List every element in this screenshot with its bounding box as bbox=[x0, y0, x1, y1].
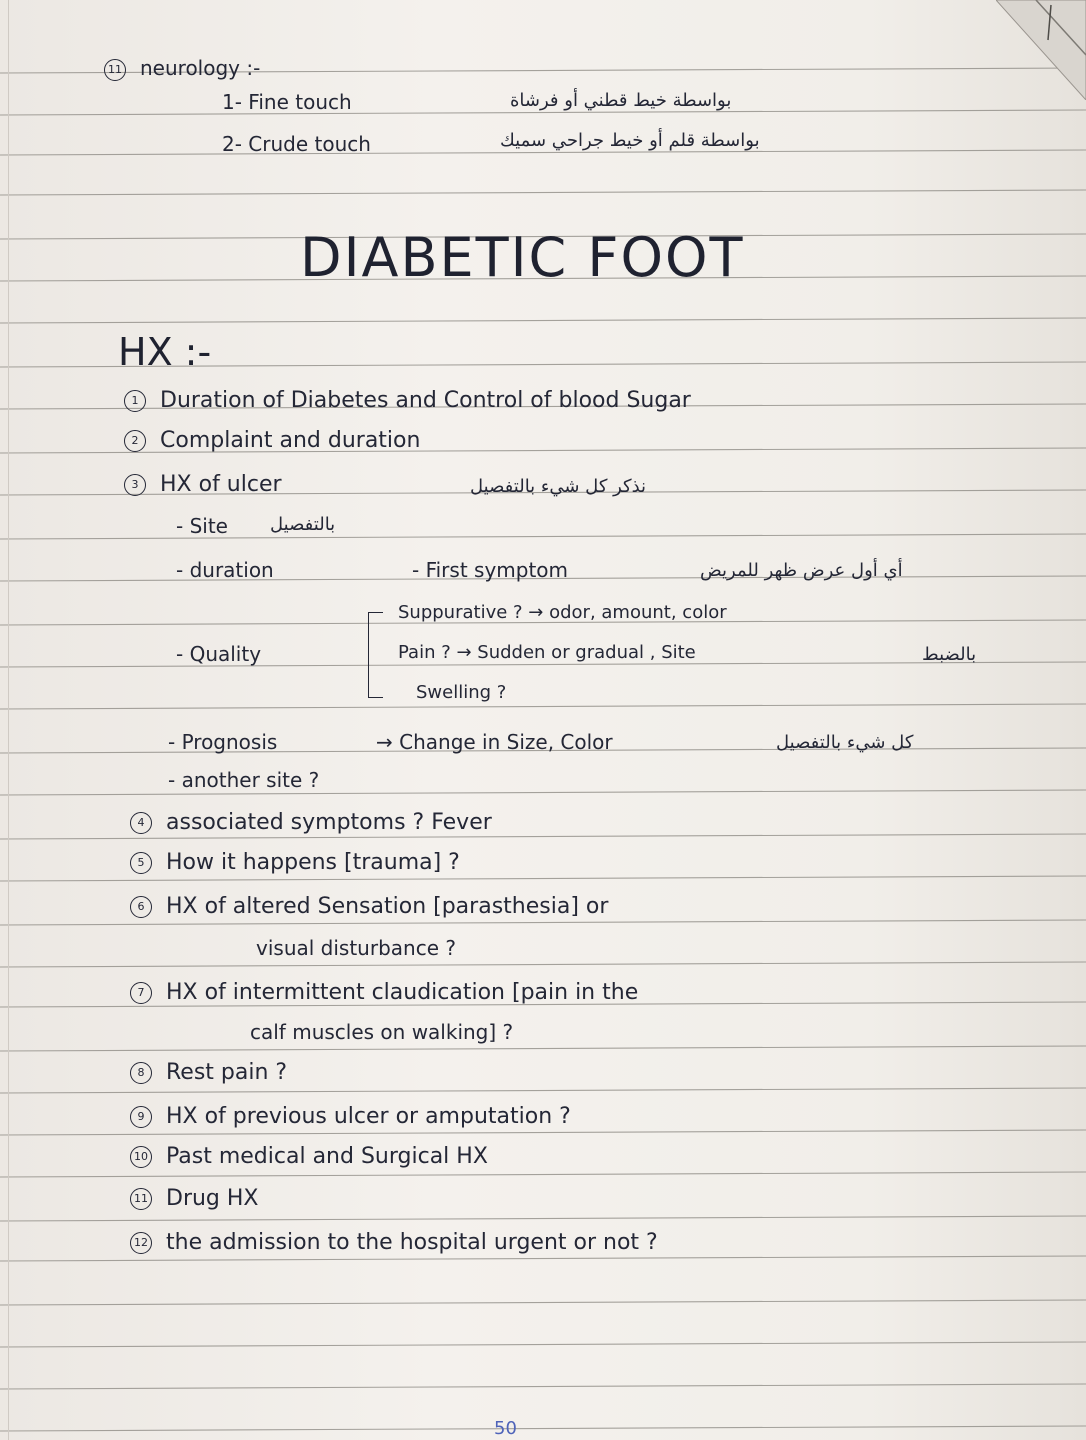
number-circle: 8 bbox=[130, 1062, 152, 1084]
number-circle: 5 bbox=[130, 852, 152, 874]
hx-item-text: Duration of Diabetes and Control of blood Sugar bbox=[160, 388, 691, 413]
hx-item bbox=[130, 896, 608, 918]
hx-item bbox=[130, 982, 638, 1004]
first-symptom-arabic: أي أول عرض ظهر للمريض bbox=[700, 560, 903, 581]
ruled-line bbox=[0, 1172, 1086, 1177]
hx-item-text: Drug HX bbox=[166, 1186, 259, 1211]
quality-line: Swelling ? bbox=[416, 682, 507, 703]
prognosis-arabic: كل شيء بالتفصيل bbox=[776, 732, 914, 753]
quality-line: Suppurative ? → odor, amount, color bbox=[398, 602, 727, 623]
neurology-heading-text: neurology :- bbox=[140, 56, 261, 80]
hx-item-text: the admission to the hospital urgent or not ? bbox=[166, 1230, 658, 1255]
ruled-line bbox=[0, 1216, 1086, 1221]
ruled-line bbox=[0, 1384, 1086, 1389]
ruled-line bbox=[0, 534, 1086, 539]
hx-item bbox=[130, 812, 492, 834]
quality-label: - Quality bbox=[176, 642, 262, 666]
number-circle: 12 bbox=[130, 1232, 152, 1254]
hx-item-text: HX of ulcer bbox=[160, 472, 282, 497]
ruled-line bbox=[0, 1046, 1086, 1051]
site-label: - Site bbox=[176, 514, 228, 538]
neurology-heading bbox=[104, 58, 260, 81]
hx-item bbox=[130, 1062, 287, 1084]
number-circle: 2 bbox=[124, 430, 146, 452]
ulcer-arabic-note: نذكر كل شيء بالتفصيل bbox=[470, 476, 647, 497]
hx-item bbox=[130, 1232, 658, 1254]
hx-item-text: associated symptoms ? Fever bbox=[166, 810, 492, 835]
ruled-line bbox=[0, 834, 1086, 839]
hx-item-text: Past medical and Surgical HX bbox=[166, 1144, 488, 1169]
ruled-line bbox=[0, 790, 1086, 795]
hx-item-continuation: calf muscles on walking] ? bbox=[250, 1020, 514, 1044]
hx-item-text: How it happens [trauma] ? bbox=[166, 850, 460, 875]
crude-touch-item: 2- Crude touch bbox=[222, 132, 371, 156]
number-circle: 4 bbox=[130, 812, 152, 834]
ruled-line bbox=[0, 318, 1086, 323]
fine-touch-arabic: بواسطة خيط قطني أو فرشاة bbox=[510, 90, 732, 111]
quality-bracket bbox=[368, 612, 383, 698]
margin-line bbox=[8, 0, 9, 1440]
another-site-label: - another site ? bbox=[168, 768, 320, 792]
hx-item bbox=[130, 1146, 488, 1168]
hx-item bbox=[124, 430, 420, 452]
prognosis-label: - Prognosis bbox=[168, 730, 278, 754]
number-circle: 9 bbox=[130, 1106, 152, 1128]
hx-heading: HX :- bbox=[118, 330, 212, 374]
page-title: DIABETIC FOOT bbox=[300, 226, 745, 289]
hx-item-text: Rest pain ? bbox=[166, 1060, 288, 1085]
hx-item-continuation: visual disturbance ? bbox=[256, 936, 456, 960]
fine-touch-item: 1- Fine touch bbox=[222, 90, 352, 114]
page-number: 50 bbox=[494, 1418, 517, 1439]
ruled-line bbox=[0, 1088, 1086, 1093]
hx-item bbox=[130, 852, 460, 874]
crude-touch-arabic: بواسطة قلم أو خيط جراحي سميك bbox=[500, 130, 760, 151]
hx-item bbox=[124, 474, 282, 496]
ruled-line bbox=[0, 704, 1086, 709]
prognosis-text: → Change in Size, Color bbox=[376, 730, 613, 754]
hx-item-text: Complaint and duration bbox=[160, 428, 421, 453]
duration-label: - duration bbox=[176, 558, 274, 582]
number-circle: 1 bbox=[124, 390, 146, 412]
ruled-line bbox=[0, 1342, 1086, 1347]
hx-item-text: HX of altered Sensation [parasthesia] or bbox=[166, 894, 609, 919]
site-arabic: بالتفصيل bbox=[270, 514, 336, 535]
number-circle: 10 bbox=[130, 1146, 152, 1168]
ruled-line bbox=[0, 876, 1086, 881]
hx-item bbox=[124, 390, 691, 412]
number-circle: 6 bbox=[130, 896, 152, 918]
quality-line: Pain ? → Sudden or gradual , Site bbox=[398, 642, 696, 663]
hx-item bbox=[130, 1106, 571, 1128]
number-circle: 7 bbox=[130, 982, 152, 1004]
ruled-line bbox=[0, 962, 1086, 967]
folded-corner bbox=[996, 0, 1086, 100]
hx-item bbox=[130, 1188, 259, 1210]
ruled-line bbox=[0, 1300, 1086, 1305]
ruled-line bbox=[0, 1426, 1086, 1431]
pain-arabic: بالضبط bbox=[922, 644, 977, 665]
hx-item-text: HX of intermittent claudication [pain in the bbox=[166, 980, 639, 1005]
number-circle: 3 bbox=[124, 474, 146, 496]
ruled-line bbox=[0, 190, 1086, 195]
number-circle: 11 bbox=[104, 59, 126, 81]
ruled-line bbox=[0, 1256, 1086, 1261]
ruled-line bbox=[0, 1130, 1086, 1135]
number-circle: 11 bbox=[130, 1188, 152, 1210]
ruled-line bbox=[0, 920, 1086, 925]
hx-item-text: HX of previous ulcer or amputation ? bbox=[166, 1104, 571, 1129]
first-symptom-label: - First symptom bbox=[412, 558, 569, 582]
